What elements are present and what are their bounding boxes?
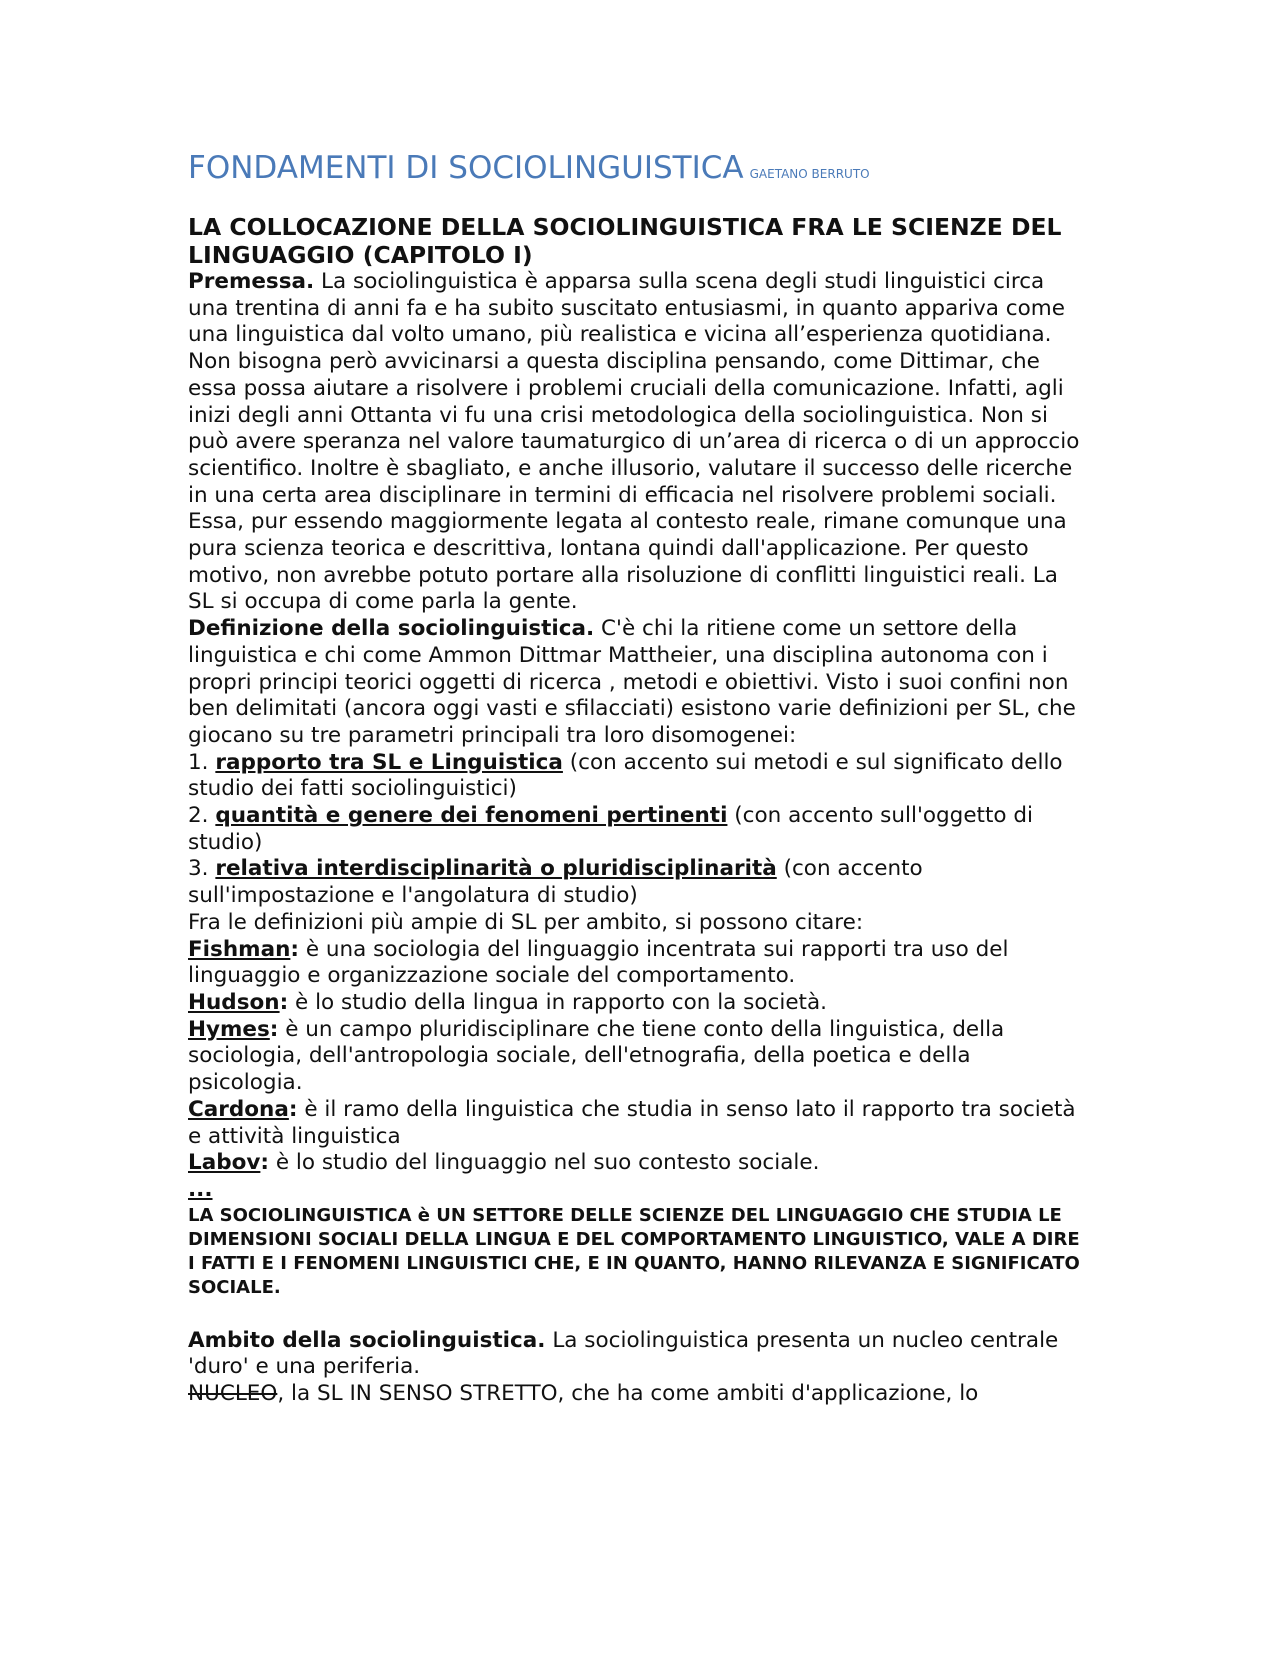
definition-text: è lo studio della lingua in rapporto con la società.	[288, 989, 827, 1015]
premessa-paragraph	[188, 269, 1088, 349]
ambito-text: La sociolinguistica presenta un nucleo centrale 'duro' e una periferia.	[188, 1327, 1059, 1380]
document-page	[188, 150, 1088, 1408]
nucleo-text: , la SL IN SENSO STRETTO, che ha come ambiti d'applicazione, lo	[277, 1381, 979, 1407]
definition-item	[188, 1017, 1088, 1097]
nucleo-paragraph	[188, 1381, 1088, 1408]
ellipsis-text: ...	[188, 1176, 213, 1202]
definizione-paragraph	[188, 616, 1088, 750]
premessa-text: La sociolinguistica è apparsa sulla scena degli studi linguistici circa una trentina di anni fa e ha subito suscitato entusiasmi, in quanto appariva come una linguistica dal volto umano, più realistica e vicina all’esperienza quotidiana.	[188, 269, 1065, 348]
definition-author: Cardona	[188, 1096, 289, 1122]
document-title: FONDAMENTI DI SOCIOLINGUISTICA	[188, 150, 744, 186]
parameter-item	[188, 803, 1088, 856]
blank-line	[188, 1300, 1088, 1328]
parameter-desc: (con accento sull'oggetto di studio)	[188, 803, 1034, 855]
parameter-item	[188, 750, 1088, 803]
definition-item	[188, 990, 1088, 1017]
body-text-2	[188, 1328, 1088, 1408]
parameter-desc: (con accento sull'impostazione e l'angolatura di studio)	[188, 856, 923, 909]
caps-definition: LA SOCIOLINGUISTICA è UN SETTORE DELLE SCIENZE DEL LINGUAGGIO CHE STUDIA LE DIMENSIONI SOCIALI DELLA LINGUA E DEL COMPORTAMENTO LINGUISTICO, VALE A DIRE I FATTI E I FENOMENI LINGUISTICI CHE, E IN QUANTO, HANNO RILEVANZA E SIGNIFICATO SOCIALE.	[188, 1204, 1080, 1298]
ambito-paragraph	[188, 1328, 1088, 1381]
chapter-heading: LA COLLOCAZIONE DELLA SOCIOLINGUISTICA FRA LE SCIENZE DEL LINGUAGGIO (CAPITOLO I)	[188, 213, 1062, 269]
definition-author: Hymes	[188, 1016, 270, 1042]
definition-colon: :	[288, 1096, 298, 1122]
definizione-text: C'è chi la ritiene come un settore della linguistica e chi come Ammon Dittmar Mattheier, una disciplina autonoma con i propri principi teorici oggetti di ricerca , metodi e obiettivi. Visto i suoi confini non ben delimitati (ancora oggi vasti e sfilacciati) esistono varie definizioni per SL, che giocano su tre parametri principali tra loro disomogenei:	[188, 616, 1076, 748]
definition-text: è un campo pluridisciplinare che tiene conto della linguistica, della sociologia, dell'antropologia sociale, dell'etnografia, della poetica e della psicologia.	[188, 1016, 1005, 1096]
definition-author: Fishman	[188, 936, 291, 962]
author-name: GAETANO BERRUTO	[749, 167, 870, 181]
body-text	[188, 269, 1088, 1204]
paragraph-2: Non bisogna però avvicinarsi a questa disciplina pensando, come Dittimar, che essa possa aiutare a risolvere i problemi cruciali della comunicazione. Infatti, agli inizi degli anni Ottanta vi fu una crisi metodologica della sociolinguistica. Non si può avere speranza nel valore taumaturgico di un’area di ricerca o di un approccio scientifico. Inoltre è sbagliato, e anche illusorio, valutare il successo delle ricerche in una certa area disciplinare in termini di efficacia nel risolvere problemi sociali. Essa, pur essendo maggiormente legata al contesto reale, rimane comunque una pura scienza teorica e descrittiva, lontana quindi dall'applicazione. Per questo motivo, non avrebbe potuto portare alla risoluzione di conflitti linguistici reali. La SL si occupa di come parla la gente.	[188, 349, 1080, 615]
parameter-item	[188, 856, 1088, 909]
definition-colon: :	[290, 936, 299, 962]
parameter-term: quantità e genere dei fenomeni pertinenti	[215, 803, 728, 829]
definition-item	[188, 937, 1088, 990]
definition-text: è lo studio del linguaggio nel suo contesto sociale.	[269, 1150, 820, 1176]
premessa-label: Premessa.	[188, 269, 315, 294]
definitions-intro: Fra le definizioni più ampie di SL per ambito, si possono citare:	[188, 909, 864, 935]
parameter-number: 1.	[188, 749, 216, 775]
parameter-desc: (con accento sui metodi e sul significato dello studio dei fatti sociolinguistici)	[188, 749, 1063, 802]
parameter-term: rapporto tra SL e Linguistica	[215, 749, 563, 775]
title-row	[188, 150, 1088, 186]
parameter-number: 3.	[188, 856, 216, 882]
ambito-label: Ambito della sociolinguistica.	[188, 1327, 546, 1353]
definition-colon: :	[279, 989, 289, 1015]
definition-item	[188, 1097, 1088, 1150]
definition-item	[188, 1150, 1088, 1177]
nucleo-struck: NUCLEO	[188, 1381, 278, 1407]
definition-author: Labov	[188, 1150, 261, 1176]
definition-colon: :	[260, 1150, 269, 1176]
definition-text: è una sociologia del linguaggio incentrata sui rapporti tra uso del linguaggio e organizzazione sociale del comportamento.	[188, 936, 1009, 989]
definition-text: è il ramo della linguistica che studia in senso lato il rapporto tra società e attività linguistica	[188, 1096, 1076, 1149]
parameter-term: relativa interdisciplinarità o pluridisciplinarità	[215, 856, 777, 882]
ellipsis	[188, 1177, 1088, 1204]
definizione-label: Definizione della sociolinguistica.	[188, 616, 595, 642]
definition-author: Hudson	[188, 989, 280, 1015]
definition-colon: :	[269, 1016, 279, 1042]
parameter-number: 2.	[188, 803, 216, 829]
